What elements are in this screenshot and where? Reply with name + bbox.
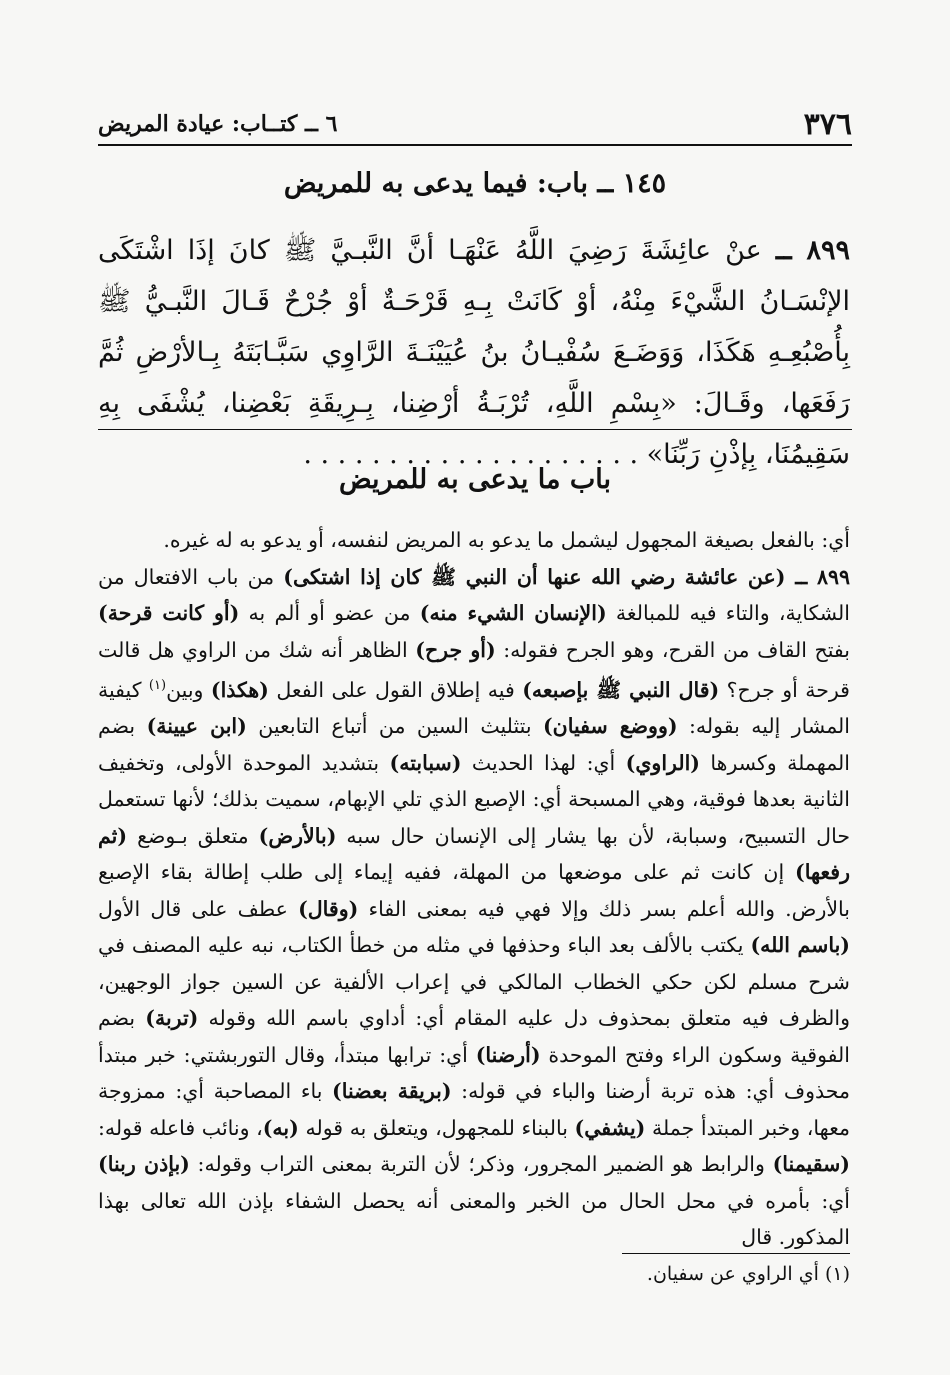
running-title: ٦ ــ كتــاب: عيادة المريض xyxy=(98,111,338,137)
commentary-text: بالبناء للمجهول، ويتعلق به قوله xyxy=(298,1115,575,1140)
commentary-text: من باب الافتعال من الشكاية، والتاء فيه للمبالغة xyxy=(98,564,850,625)
commentary-quoted-phrase: (ووضع سفيان) xyxy=(542,714,678,739)
commentary-quoted-phrase: (سقيمنا) xyxy=(772,1152,850,1177)
commentary-quoted-phrase: (باسم الله) xyxy=(750,933,850,958)
commentary-quoted-phrase: (به) xyxy=(262,1115,299,1140)
footnote-marker: (١) xyxy=(148,678,167,693)
commentary-text: من عضو أو ألم به xyxy=(239,601,420,625)
chapter-title: ١٤٥ ــ باب: فيما يدعى به للمريض xyxy=(283,168,667,199)
section-divider xyxy=(98,429,852,430)
commentary-quoted-phrase: (بالأرض) xyxy=(258,823,337,848)
hadith-dots: . . . . . . . . . . . . . . . . . . . . xyxy=(303,439,639,470)
commentary-quoted-phrase: (يشفي) xyxy=(574,1115,646,1140)
commentary-text: بضم المهملة وكسرها xyxy=(98,714,850,775)
commentary-body xyxy=(98,559,850,1256)
commentary-text: عطف على قال الأول xyxy=(98,896,299,921)
hadith-text-block xyxy=(98,225,850,480)
commentary-text: متعلق بـوضع xyxy=(127,823,259,848)
commentary-quoted-phrase: (تربة) xyxy=(145,1006,199,1031)
commentary-text: يكتب بالألف بعد الباء وحذفها في مثله من خطأ الكتاب، نبه عليه المصنف في شرح مسلم لكن حكي الخطاب المالكي في إعراب الألفية عن السين جواز الوجهين، والظرف فيه متعلق بمحذوف دل عليه المقام أي: أداوي باسم الله وقوله xyxy=(98,933,850,1031)
hadith-number: ٨٩٩ ــ xyxy=(775,235,850,266)
commentary-text: بتشديد الموحدة الأولى، وتخفيف الثانية بعدها فوقية، وهي المسبحة أي: الإصبع الذي تلي الإبهام، سميت بذلك؛ لأنها تستعمل حال التسبيح، وسبابة، لأن بها يشار إلى الإنسان حال سبه xyxy=(98,750,850,848)
commentary-text: أي: بأمره في محل الحال من الخبر والمعنى أنه يحصل الشفاء بإذن الله تعالى بهذا المذكور. قال xyxy=(98,1188,850,1250)
commentary-text: بفتح القاف من القرح، وهو الجرح فقوله: xyxy=(495,637,850,662)
commentary-block xyxy=(98,522,850,1256)
commentary-quoted-phrase: (هكذا) xyxy=(210,677,269,702)
commentary-text: والرابط هو الضمير المجرور، وذكر؛ لأن التربة بمعنى التراب وقوله: xyxy=(189,1152,773,1177)
commentary-quoted-phrase: (الراوي) xyxy=(625,750,700,775)
commentary-quoted-phrase: (الإنسان الشيء منه) xyxy=(419,601,607,625)
commentary-text: كيفية المشار إليه بقوله: xyxy=(98,677,850,739)
commentary-quoted-phrase: ٨٩٩ ــ xyxy=(785,564,850,589)
commentary-quoted-phrase: (أو كانت قرحة) xyxy=(98,601,240,625)
hadith-text: عنْ عائِشَةَ رَضِيَ اللَّهُ عَنْهَـا أنَّ النَّبـيَّ ﷺ كانَ إذَا اشْتَكَى الإنْسَـانُ الشَّيْءَ مِنْهُ، أوْ كَانَتْ بِـهِ قَرْحَـةٌ أوْ جُرْحٌ قَـالَ النَّبـيُّ ﷺ بِأُصْبُعِـهِ هَكَذَا، وَوَضَـعَ سُفْيـانُ بنُ عُيَيْنَـةَ الرَّاوِي سَبَّـابَتَهُ بِـالأرْضِ ثُمَّ رَفَعَها، وقَـالَ: «بِسْمِ اللَّهِ، تُرْبَـةُ أرْضِنا، بِـرِيقَةِ بَعْضِنا، يُشْفَى بِهِ سَقِيمُنَا، بِإذْنِ رَبِّنَا» xyxy=(98,235,850,470)
commentary-text: باء المصاحبة أي: ممزوجة معها، وخبر المبتدأ جملة xyxy=(98,1079,850,1140)
commentary-text: بضم الفوقية وسكون الراء وفتح الموحدة xyxy=(98,1006,850,1067)
footnote: (١) أي الراوي عن سفيان. xyxy=(646,1263,850,1285)
commentary-text: الظاهر أنه شك من الراوي هل قالت قرحة أو جرح؟ xyxy=(98,637,850,702)
commentary-quoted-phrase: (بريقة بعضنا) xyxy=(332,1079,452,1104)
commentary-text: وبين xyxy=(166,677,211,702)
commentary-quoted-phrase: (سبابته) xyxy=(389,750,462,775)
commentary-quoted-phrase: (عن عائشة رضي الله عنها أن النبي ﷺ كان إذا اشتكى) xyxy=(283,564,786,589)
commentary-quoted-phrase: (أرضنا) xyxy=(475,1042,541,1067)
commentary-text: ، ونائب فاعله قوله: xyxy=(98,1115,263,1140)
commentary-text: فيه إطلاق القول على الفعل xyxy=(268,677,523,702)
commentary-text: أي: ترابها مبتدأ، وقال التوربشتي: خبر مبتدأ محذوف أي: هذه تربة أرضنا والباء في قوله: xyxy=(98,1042,850,1104)
commentary-intro: أي: بالفعل بصيغة المجهول ليشمل ما يدعو به المريض لنفسه، أو يدعو به له غيره. xyxy=(163,528,850,552)
commentary-heading: باب ما يدعى به للمريض xyxy=(338,464,611,495)
commentary-quoted-phrase: (ابن عيينة) xyxy=(146,714,247,739)
commentary-text: بتثليث السين من أتباع التابعين xyxy=(246,714,543,739)
commentary-quoted-phrase: (قال النبي ﷺ بإصبعه) xyxy=(522,677,720,702)
commentary-quoted-phrase: (بإذن ربنا) xyxy=(98,1152,190,1177)
page-number: ٣٧٦ xyxy=(803,106,852,142)
commentary-text: أي: لهذا الحديث xyxy=(461,750,626,775)
commentary-quoted-phrase: (وقال) xyxy=(298,896,359,921)
footnote-rule xyxy=(622,1253,850,1254)
running-header xyxy=(98,104,852,146)
commentary-text: إن كانت ثم على موضعها من المهلة، ففيه إيماء إلى طلب إطالة بقاء الإصبع بالأرض. والله أعلم بسر ذلك وإلا فهي فيه بمعنى الفاء xyxy=(98,860,850,921)
commentary-quoted-phrase: (أو جرح) xyxy=(415,637,496,662)
commentary-quoted-phrase: (ثم رفعها) xyxy=(98,823,850,885)
